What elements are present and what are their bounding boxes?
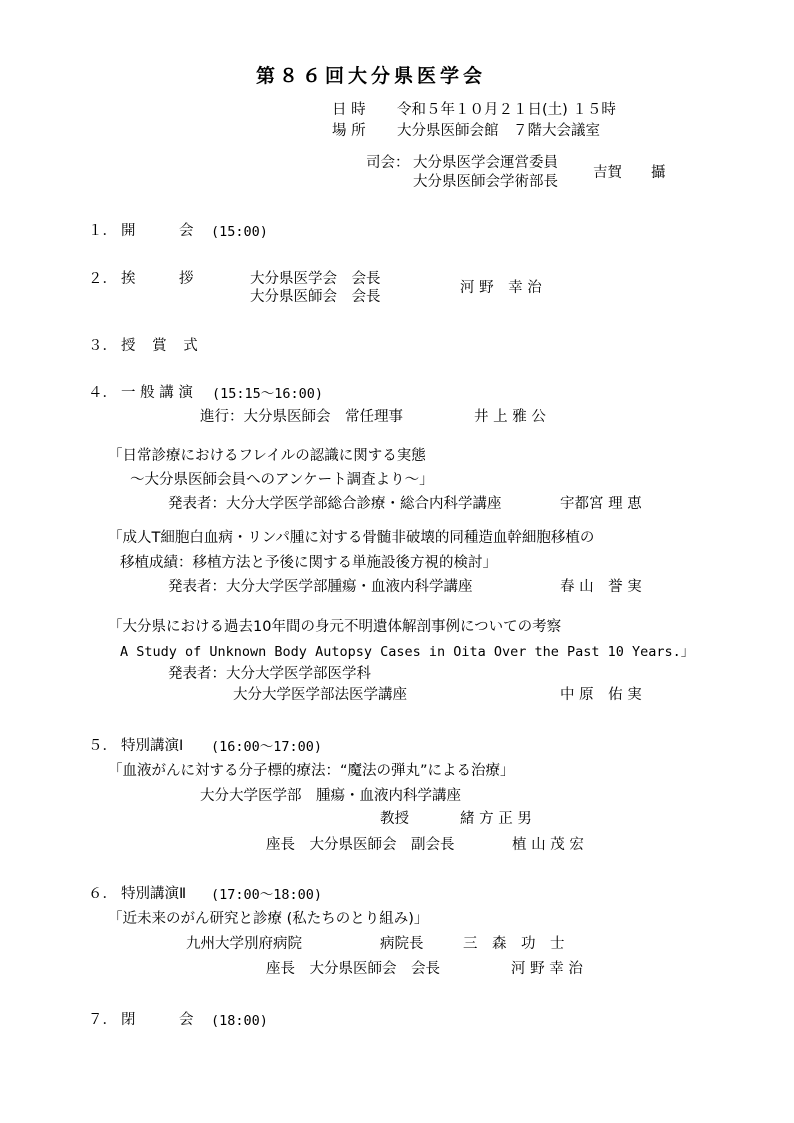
section-5-label: 特別講演Ⅰ xyxy=(121,738,184,754)
talk-3-presenter-2: 大分大学医学部法医学講座 xyxy=(233,687,407,703)
section-5-speaker-name: 緒 方 正 男 xyxy=(460,811,532,827)
place-value: 大分県医師会館 ７階大会議室 xyxy=(397,123,600,139)
section-6-speaker-name: 三 森 功 士 xyxy=(463,936,565,952)
talk-2-title-line1: 「成人T細胞白血病・リンパ腫に対する骨髄非破壊的同種造血幹細胞移植の xyxy=(108,530,595,546)
section-5-position: 教授 xyxy=(380,811,409,827)
section-7-time: (18:00) xyxy=(211,1013,268,1029)
talk-3-title-line1: 「大分県における過去10年間の身元不明遺体解剖事例についての考察 xyxy=(108,619,562,635)
host-label: 司会： xyxy=(366,155,410,171)
section-2-org1: 大分県医学会 会長 xyxy=(250,271,381,287)
section-1-label: 開 会 xyxy=(121,223,194,239)
section-2-label: 挨 拶 xyxy=(121,271,194,287)
section-4-moderator: 進行：大分県医師会 常任理事 xyxy=(200,409,403,425)
datetime-label: 日 時 xyxy=(332,102,366,118)
section-4-number: ４． xyxy=(88,385,117,401)
section-6-number: ６． xyxy=(88,886,117,902)
section-6-affiliation: 九州大学別府病院 xyxy=(186,936,302,952)
host-name: 吉賀 攝 xyxy=(593,165,666,181)
section-7-label: 閉 会 xyxy=(121,1012,194,1028)
place-label: 場 所 xyxy=(332,123,366,139)
talk-1-presenter: 発表者：大分大学医学部総合診療・総合内科学講座 xyxy=(168,496,502,512)
section-5-affiliation: 大分大学医学部 腫瘍・血液内科学講座 xyxy=(200,788,461,804)
section-5-time: (16:00～17:00) xyxy=(211,739,323,755)
section-5-chair: 座長 大分県医師会 副会長 xyxy=(266,837,455,853)
section-6-time: (17:00～18:00) xyxy=(211,887,323,903)
section-6-chair: 座長 大分県医師会 会長 xyxy=(266,961,440,977)
section-1-time: (15:00) xyxy=(211,224,268,240)
section-3-label: 授 賞 式 xyxy=(121,338,204,354)
page-title: 第８６回大分県医学会 xyxy=(256,65,487,87)
section-6-chair-name: 河 野 幸 治 xyxy=(511,961,583,977)
section-2-name: 河 野 幸 治 xyxy=(460,280,542,296)
section-6-title: 「近未来のがん研究と診療 (私たちのとり組み)」 xyxy=(108,911,429,927)
section-7-number: ７． xyxy=(88,1012,117,1028)
talk-1-name: 宇都宮 理 恵 xyxy=(560,496,642,512)
section-2-number: ２． xyxy=(88,271,117,287)
section-4-label: 一 般 講 演 xyxy=(121,385,193,401)
host-org2: 大分県医師会学術部長 xyxy=(413,174,558,190)
talk-2-presenter: 発表者：大分大学医学部腫瘍・血液内科学講座 xyxy=(168,579,473,595)
section-6-position: 病院長 xyxy=(380,936,424,952)
section-5-chair-name: 植 山 茂 宏 xyxy=(512,837,584,853)
talk-2-title-line2: 移植成績：移植方法と予後に関する単施設後方視的検討」 xyxy=(120,555,497,571)
section-2-org2: 大分県医師会 会長 xyxy=(250,289,381,305)
section-5-number: ５． xyxy=(88,738,117,754)
section-3-number: ３． xyxy=(88,338,117,354)
talk-1-title-line2: ～大分県医師会員へのアンケート調査より～」 xyxy=(130,472,434,488)
section-5-title: 「血液がんに対する分子標的療法：“魔法の弾丸”による治療」 xyxy=(108,763,515,779)
talk-3-presenter: 発表者：大分大学医学部医学科 xyxy=(168,666,371,682)
section-1-number: １． xyxy=(88,223,117,239)
section-6-label: 特別講演Ⅱ xyxy=(121,886,187,902)
talk-3-name: 中 原 佑 実 xyxy=(560,687,642,703)
section-4-moderator-name: 井 上 雅 公 xyxy=(474,409,546,425)
talk-1-title-line1: 「日常診療におけるフレイルの認識に関する実態 xyxy=(108,448,426,464)
section-4-time: (15:15～16:00) xyxy=(212,386,324,402)
talk-3-title-line2: A Study of Unknown Body Autopsy Cases in Oita Over the Past 10 Years.」 xyxy=(120,644,695,660)
talk-2-name: 春 山 誉 実 xyxy=(560,579,642,595)
host-org1: 大分県医学会運営委員 xyxy=(413,155,558,171)
datetime-value: 令和５年１０月２１日(土) １５時 xyxy=(397,102,616,118)
